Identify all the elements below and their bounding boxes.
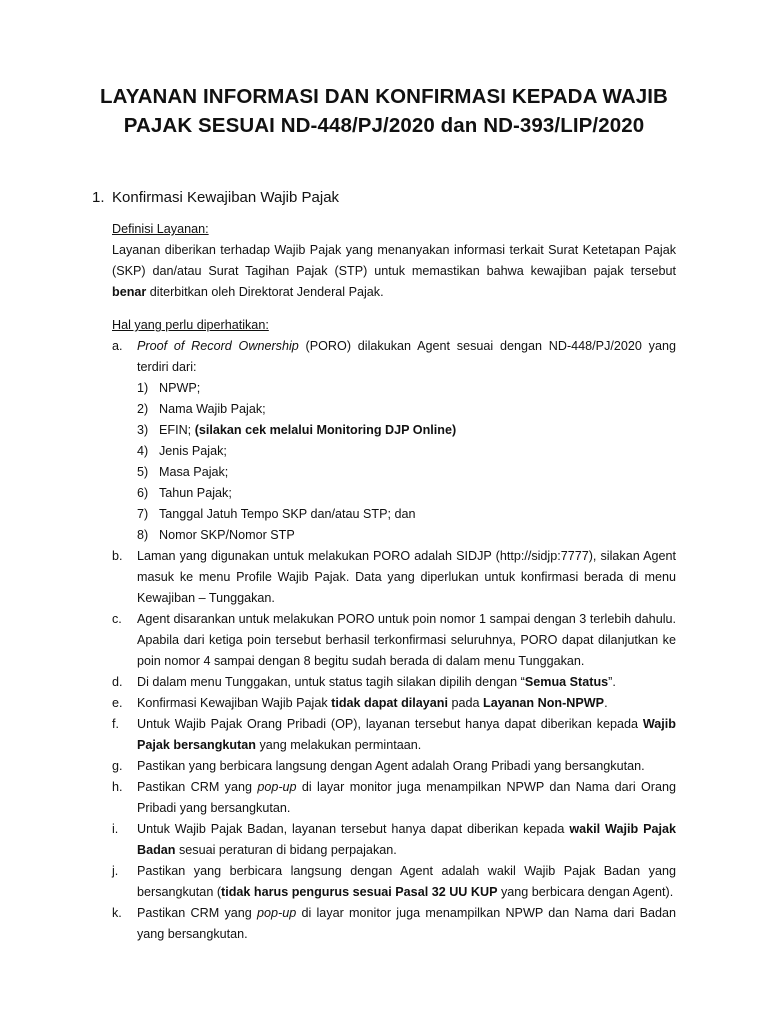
list-item: b. Laman yang digunakan untuk melakukan PORO adalah SIDJP (http://sidjp:7777), silakan Agent masuk ke menu Profile Wajib Pajak. Data yang diperlukan untuk konfirmasi berada di menu Kewajiban – Tunggakan. [112,549,676,605]
title-line-1: LAYANAN INFORMASI DAN KONFIRMASI KEPADA WAJIB [100,85,668,108]
list-item: f. Untuk Wajib Pajak Orang Pribadi (OP), layanan tersebut hanya dapat diberikan kepada Wajib Pajak bersangkutan yang melakukan permintaan. [112,717,676,752]
list-item: 6) Tahun Pajak; [137,486,232,500]
list-item: a. Proof of Record Ownership (PORO) dilakukan Agent sesuai dengan ND-448/PJ/2020 yang terdiri dari: 1) NPWP; 2) Nama Wajib Pajak; 3) EFIN; (silakan cek melalui Monitoring DJP Online) 4) Jenis Pajak; 5) Masa Pajak; 6) Tahun Pajak; 7) Tanggal Jatuh Tempo SKP dan/atau STP; dan 8) Nomor SKP/Nomor STP [112,336,676,546]
list-item: k. Pastikan CRM yang pop-up di layar monitor juga menampilkan NPWP dan Nama dari Badan yang bersangkutan. [112,906,676,941]
notes-label: Hal yang perlu diperhatikan: [112,318,269,332]
list-item: 4) Jenis Pajak; [137,444,227,458]
list-item: i. Untuk Wajib Pajak Badan, layanan tersebut hanya dapat diberikan kepada wakil Wajib Pajak Badan sesuai peraturan di bidang perpajakan. [112,822,676,857]
list-item: j. Pastikan yang berbicara langsung dengan Agent adalah wakil Wajib Pajak Badan yang bersangkutan (tidak harus pengurus sesuai Pasal 32 UU KUP yang berbicara dengan Agent). [112,864,676,899]
notes-list [112,336,676,945]
list-item: e. Konfirmasi Kewajiban Wajib Pajak tidak dapat dilayani pada Layanan Non-NPWP. [112,696,608,710]
list-item: g. Pastikan yang berbicara langsung dengan Agent adalah Orang Pribadi yang bersangkutan. [112,759,645,773]
list-item: h. Pastikan CRM yang pop-up di layar monitor juga menampilkan NPWP dan Nama dari Orang Pribadi yang bersangkutan. [112,780,676,815]
list-item: 1) NPWP; [137,381,201,395]
definition-paragraph: Layanan diberikan terhadap Wajib Pajak yang menanyakan informasi terkait Surat Ketetapan Pajak (SKP) dan/atau Surat Tagihan Pajak (STP) untuk memastikan bahwa kewajiban pajak tersebut benar diterbitkan oleh Direktorat Jenderal Pajak. [112,243,676,299]
list-item: 7) Tanggal Jatuh Tempo SKP dan/atau STP; dan [137,507,416,521]
definition-label: Definisi Layanan: [112,222,209,236]
section-number: 1. [92,189,105,206]
section-heading [92,189,676,206]
required-data-list [137,378,676,546]
list-item: 2) Nama Wajib Pajak; [137,402,266,416]
list-item: d. Di dalam menu Tunggakan, untuk status tagih silakan dipilih dengan “Semua Status”. [112,675,616,689]
title-line-2: PAJAK SESUAI ND-448/PJ/2020 dan ND-393/LIP/2020 [123,114,645,137]
definition-bold: benar [112,285,147,299]
list-item: 5) Masa Pajak; [137,465,229,479]
list-item: 8) Nomor SKP/Nomor STP [137,528,295,542]
section-heading-text: Konfirmasi Kewajiban Wajib Pajak [112,189,340,206]
list-item: c. Agent disarankan untuk melakukan PORO untuk poin nomor 1 sampai dengan 3 terlebih dahulu. Apabila dari ketiga poin tersebut berhasil terkonfirmasi seluruhnya, PORO dapat dilanjutkan ke poin nomor 4 sampai dengan 8 begitu sudah berada di dalam menu Tunggakan. [112,612,676,668]
document-title [92,82,676,140]
list-item: 3) EFIN; (silakan cek melalui Monitoring DJP Online) [137,423,457,437]
section-body [112,219,676,945]
